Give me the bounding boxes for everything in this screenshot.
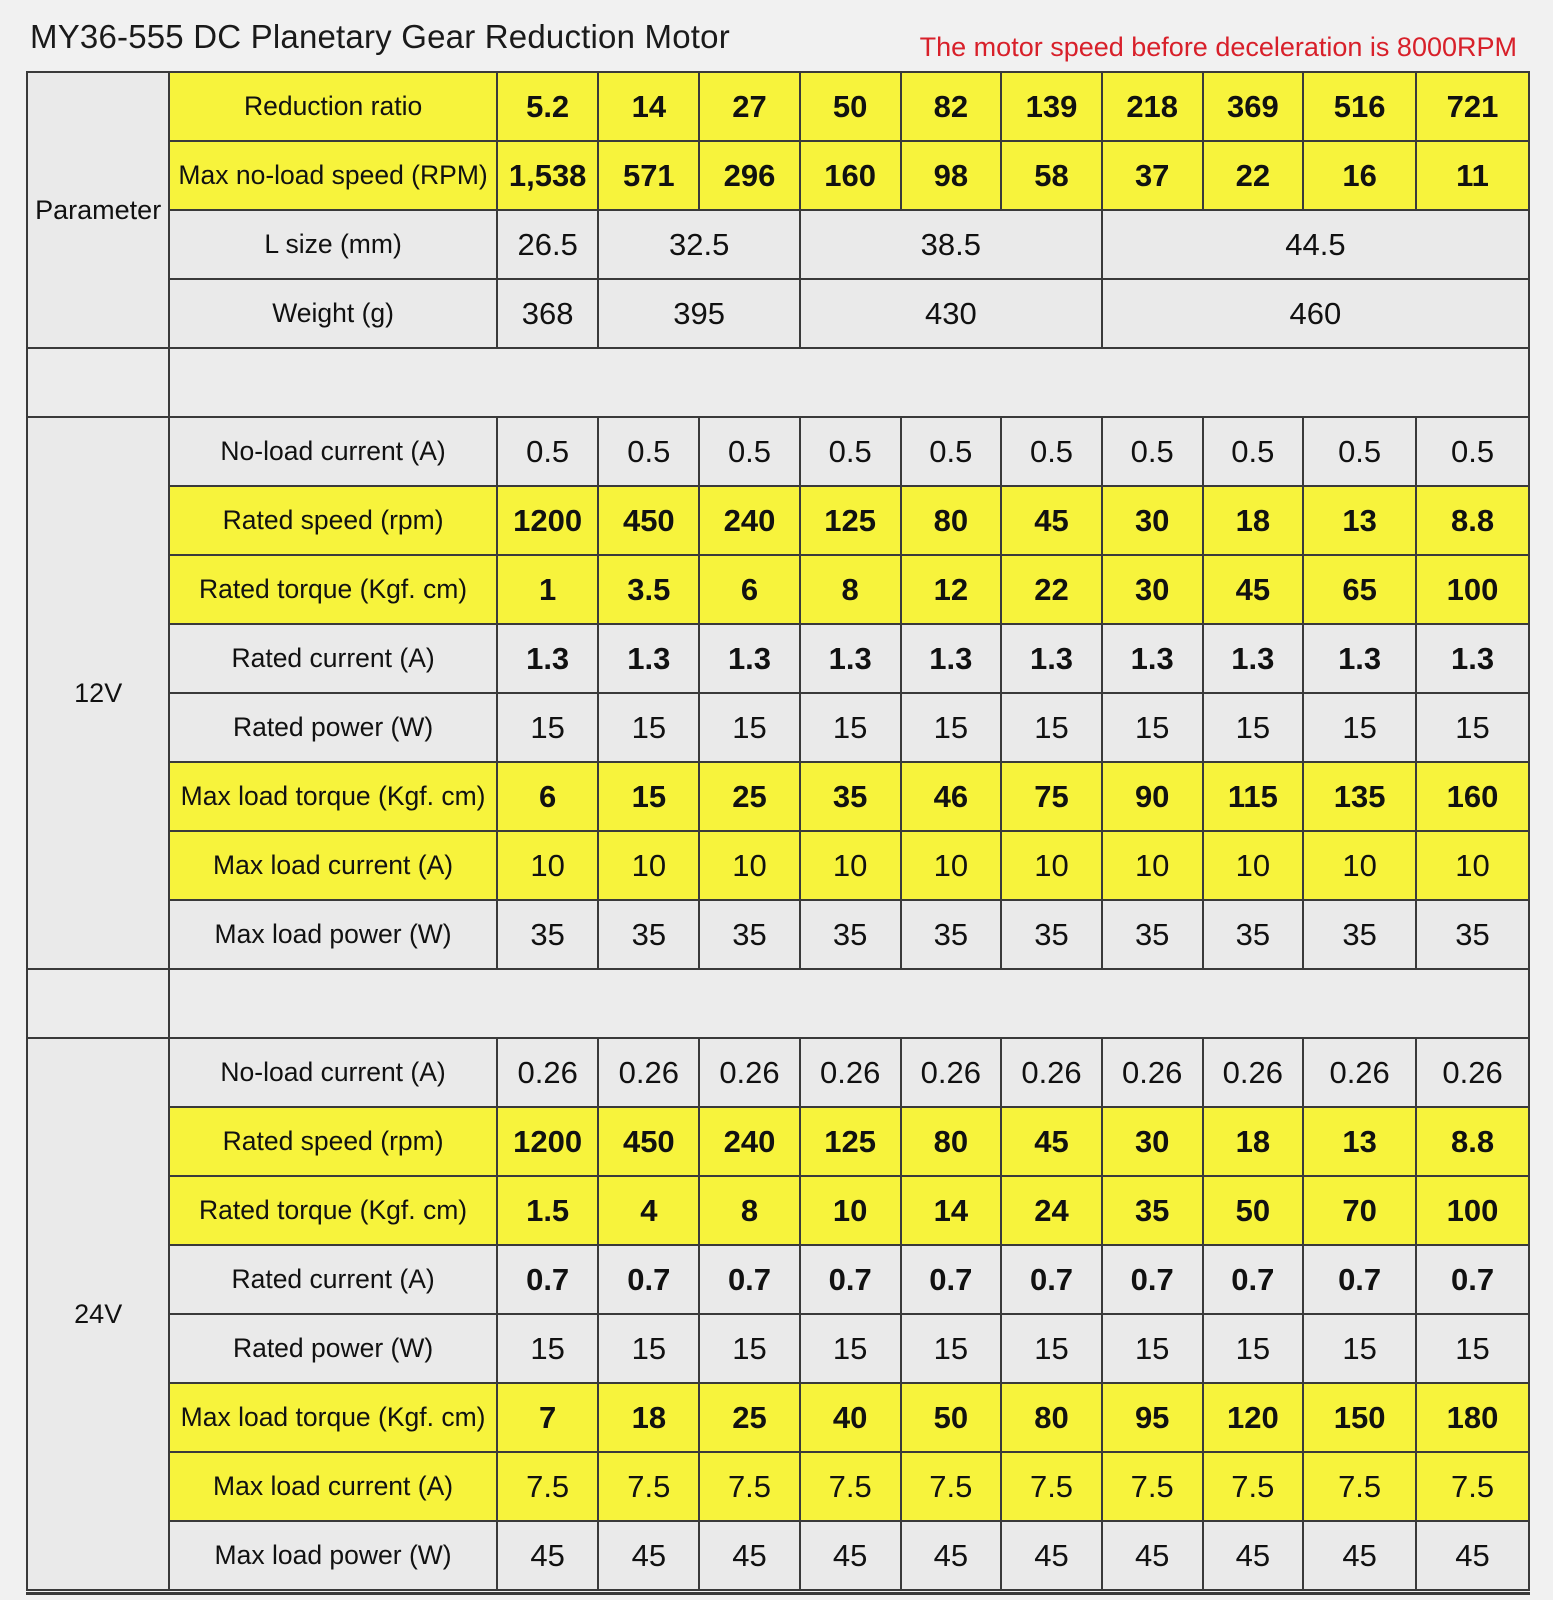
table-cell: 7.5 — [497, 1452, 599, 1521]
table-cell: 8.8 — [1416, 1107, 1529, 1176]
table-cell: 80 — [1001, 1383, 1102, 1452]
table-cell: 35 — [1303, 900, 1416, 969]
table-row — [27, 1521, 1529, 1590]
table-cell: 7.5 — [1303, 1452, 1416, 1521]
table-cell: 0.26 — [901, 1038, 1002, 1107]
table-cell: 80 — [901, 1107, 1002, 1176]
row-label: L size (mm) — [169, 210, 496, 279]
table-cell: 10 — [1203, 831, 1304, 900]
table-cell: 135 — [1303, 762, 1416, 831]
table-cell: 15 — [1303, 1314, 1416, 1383]
table-cell: 160 — [1416, 762, 1529, 831]
table-cell: 125 — [800, 486, 901, 555]
row-label: No-load current (A) — [169, 1038, 496, 1107]
table-cell: 24 — [1001, 1176, 1102, 1245]
table-row — [27, 1245, 1529, 1314]
table-row — [27, 1452, 1529, 1521]
table-row — [27, 555, 1529, 624]
table-cell: 15 — [800, 693, 901, 762]
row-label: Max load current (A) — [169, 1452, 496, 1521]
table-cell: 10 — [800, 1176, 901, 1245]
table-cell: 45 — [1416, 1521, 1529, 1590]
table-cell: 50 — [1203, 1176, 1304, 1245]
table-cell: 0.26 — [1001, 1038, 1102, 1107]
table-cell: 35 — [1001, 900, 1102, 969]
table-cell: 10 — [1102, 831, 1203, 900]
table-cell: 6 — [699, 555, 800, 624]
table-cell: 75 — [1001, 762, 1102, 831]
parameter-label: Parameter — [27, 72, 169, 348]
table-cell: 45 — [1102, 1521, 1203, 1590]
row-label: Rated power (W) — [169, 1314, 496, 1383]
table-cell: 1,538 — [497, 141, 599, 210]
table-row — [27, 762, 1529, 831]
table-cell: 35 — [497, 900, 599, 969]
table-cell: 7.5 — [901, 1452, 1002, 1521]
table-cell: 40 — [800, 1383, 901, 1452]
table-row — [27, 693, 1529, 762]
table-cell: 15 — [1416, 1314, 1529, 1383]
table-cell: 45 — [1303, 1521, 1416, 1590]
table-cell: 35 — [598, 900, 699, 969]
spacer-cell — [169, 969, 1529, 1038]
table-cell: 10 — [800, 831, 901, 900]
table-row — [27, 1314, 1529, 1383]
table-cell: 0.5 — [1001, 417, 1102, 486]
table-cell: 35 — [699, 900, 800, 969]
table-cell: 82 — [901, 72, 1002, 141]
table-cell: 0.5 — [598, 417, 699, 486]
table-cell: 26.5 — [497, 210, 599, 279]
table-cell: 10 — [1303, 831, 1416, 900]
table-cell: 45 — [1001, 486, 1102, 555]
table-cell: 15 — [1416, 693, 1529, 762]
table-cell: 70 — [1303, 1176, 1416, 1245]
table-cell: 30 — [1102, 1107, 1203, 1176]
row-label: Reduction ratio — [169, 72, 496, 141]
table-cell: 296 — [699, 141, 800, 210]
row-label: Max load current (A) — [169, 831, 496, 900]
table-cell: 10 — [1001, 831, 1102, 900]
table-cell: 368 — [497, 279, 599, 348]
table-cell: 0.5 — [1416, 417, 1529, 486]
voltage-label: 24V — [27, 1038, 169, 1590]
table-cell: 0.7 — [1303, 1245, 1416, 1314]
table-cell: 125 — [800, 1107, 901, 1176]
table-cell: 5.2 — [497, 72, 599, 141]
table-cell: 38.5 — [800, 210, 1102, 279]
table-cell: 50 — [901, 1383, 1002, 1452]
table-cell: 1.3 — [1102, 624, 1203, 693]
row-label: Rated current (A) — [169, 624, 496, 693]
table-cell: 25 — [699, 1383, 800, 1452]
table-cell: 0.7 — [1416, 1245, 1529, 1314]
table-cell: 0.7 — [699, 1245, 800, 1314]
table-row — [27, 624, 1529, 693]
table-cell: 721 — [1416, 72, 1529, 141]
table-cell: 15 — [1203, 693, 1304, 762]
table-cell: 45 — [800, 1521, 901, 1590]
table-cell: 46 — [901, 762, 1002, 831]
table-cell: 7.5 — [800, 1452, 901, 1521]
table-cell: 98 — [901, 141, 1002, 210]
table-cell: 35 — [800, 900, 901, 969]
table-row — [27, 486, 1529, 555]
row-label: Rated speed (rpm) — [169, 1107, 496, 1176]
divider — [26, 1592, 1530, 1595]
table-cell: 45 — [1203, 555, 1304, 624]
table-cell: 0.5 — [699, 417, 800, 486]
table-row — [27, 900, 1529, 969]
table-cell: 100 — [1416, 555, 1529, 624]
row-label: Rated torque (Kgf. cm) — [169, 1176, 496, 1245]
table-cell: 45 — [901, 1521, 1002, 1590]
table-cell: 0.26 — [1102, 1038, 1203, 1107]
table-cell: 7.5 — [1203, 1452, 1304, 1521]
table-cell: 0.5 — [1102, 417, 1203, 486]
table-cell: 15 — [1001, 1314, 1102, 1383]
table-cell: 10 — [598, 831, 699, 900]
table-cell: 25 — [699, 762, 800, 831]
table-cell: 45 — [1001, 1521, 1102, 1590]
table-cell: 0.26 — [699, 1038, 800, 1107]
table-cell: 50 — [800, 72, 901, 141]
table-cell: 1.3 — [800, 624, 901, 693]
table-cell: 7.5 — [1001, 1452, 1102, 1521]
table-cell: 15 — [1001, 693, 1102, 762]
table-cell: 45 — [598, 1521, 699, 1590]
table-cell: 44.5 — [1102, 210, 1529, 279]
table-cell: 14 — [598, 72, 699, 141]
row-label: Max load power (W) — [169, 900, 496, 969]
row-label: Rated torque (Kgf. cm) — [169, 555, 496, 624]
table-cell: 240 — [699, 486, 800, 555]
table-cell: 8 — [699, 1176, 800, 1245]
table-cell: 0.5 — [1203, 417, 1304, 486]
table-cell: 22 — [1001, 555, 1102, 624]
spacer-cell — [169, 348, 1529, 417]
table-cell: 15 — [598, 762, 699, 831]
table-cell: 516 — [1303, 72, 1416, 141]
table-cell: 15 — [1102, 693, 1203, 762]
table-row — [27, 1107, 1529, 1176]
table-cell: 1.3 — [1303, 624, 1416, 693]
table-cell: 218 — [1102, 72, 1203, 141]
table-cell: 1.3 — [1001, 624, 1102, 693]
table-cell: 12 — [901, 555, 1002, 624]
spacer-cell — [27, 348, 169, 417]
table-cell: 15 — [1203, 1314, 1304, 1383]
row-label: Max no-load speed (RPM) — [169, 141, 496, 210]
table-row — [27, 1383, 1529, 1452]
table-row — [27, 1038, 1529, 1107]
table-cell: 0.5 — [497, 417, 599, 486]
table-cell: 139 — [1001, 72, 1102, 141]
table-row-reduction-ratio — [27, 72, 1529, 141]
table-cell: 1.3 — [598, 624, 699, 693]
row-label: Max load torque (Kgf. cm) — [169, 1383, 496, 1452]
table-cell: 35 — [1203, 900, 1304, 969]
table-row-max-noload-speed — [27, 141, 1529, 210]
table-cell: 0.7 — [598, 1245, 699, 1314]
table-cell: 15 — [800, 1314, 901, 1383]
table-cell: 7.5 — [699, 1452, 800, 1521]
voltage-label: 12V — [27, 417, 169, 969]
table-cell: 0.5 — [800, 417, 901, 486]
row-label: Rated power (W) — [169, 693, 496, 762]
table-cell: 45 — [497, 1521, 599, 1590]
table-cell: 160 — [800, 141, 901, 210]
table-cell: 13 — [1303, 1107, 1416, 1176]
table-cell: 15 — [1303, 693, 1416, 762]
table-cell: 369 — [1203, 72, 1304, 141]
table-cell: 37 — [1102, 141, 1203, 210]
spacer-row — [27, 969, 1529, 1038]
spacer-row — [27, 348, 1529, 417]
table-cell: 1200 — [497, 1107, 599, 1176]
table-row — [27, 831, 1529, 900]
table-cell: 1 — [497, 555, 599, 624]
table-cell: 0.26 — [598, 1038, 699, 1107]
table-cell: 35 — [1416, 900, 1529, 969]
table-cell: 35 — [901, 900, 1002, 969]
table-cell: 0.26 — [1203, 1038, 1304, 1107]
table-cell: 45 — [1203, 1521, 1304, 1590]
table-cell: 4 — [598, 1176, 699, 1245]
table-cell: 10 — [699, 831, 800, 900]
table-cell: 0.26 — [1416, 1038, 1529, 1107]
row-label: Rated current (A) — [169, 1245, 496, 1314]
table-cell: 460 — [1102, 279, 1529, 348]
table-cell: 100 — [1416, 1176, 1529, 1245]
table-cell: 6 — [497, 762, 599, 831]
table-cell: 45 — [1001, 1107, 1102, 1176]
row-label: Rated speed (rpm) — [169, 486, 496, 555]
table-cell: 7.5 — [598, 1452, 699, 1521]
table-cell: 0.7 — [1203, 1245, 1304, 1314]
table-cell: 15 — [497, 1314, 599, 1383]
table-cell: 0.26 — [1303, 1038, 1416, 1107]
table-cell: 80 — [901, 486, 1002, 555]
table-cell: 1.3 — [1203, 624, 1304, 693]
spec-table — [26, 71, 1530, 1591]
table-cell: 430 — [800, 279, 1102, 348]
table-cell: 18 — [1203, 1107, 1304, 1176]
table-cell: 0.7 — [800, 1245, 901, 1314]
table-cell: 571 — [598, 141, 699, 210]
table-cell: 14 — [901, 1176, 1002, 1245]
table-cell: 0.26 — [497, 1038, 599, 1107]
table-cell: 0.7 — [1102, 1245, 1203, 1314]
table-cell: 90 — [1102, 762, 1203, 831]
table-cell: 18 — [1203, 486, 1304, 555]
table-cell: 15 — [699, 1314, 800, 1383]
table-cell: 35 — [1102, 900, 1203, 969]
table-cell: 395 — [598, 279, 799, 348]
table-cell: 1.5 — [497, 1176, 599, 1245]
table-cell: 11 — [1416, 141, 1529, 210]
table-cell: 1.3 — [699, 624, 800, 693]
table-cell: 1.3 — [1416, 624, 1529, 693]
row-label: Weight (g) — [169, 279, 496, 348]
table-cell: 450 — [598, 1107, 699, 1176]
table-cell: 0.5 — [1303, 417, 1416, 486]
table-cell: 240 — [699, 1107, 800, 1176]
speed-note: The motor speed before deceleration is 8000RPM — [919, 32, 1517, 62]
table-row-l-size — [27, 210, 1529, 279]
table-cell: 32.5 — [598, 210, 799, 279]
table-cell: 95 — [1102, 1383, 1203, 1452]
table-cell: 120 — [1203, 1383, 1304, 1452]
table-cell: 1.3 — [901, 624, 1002, 693]
table-cell: 10 — [901, 831, 1002, 900]
table-cell: 35 — [800, 762, 901, 831]
table-cell: 16 — [1303, 141, 1416, 210]
table-cell: 7 — [497, 1383, 599, 1452]
table-cell: 1.3 — [497, 624, 599, 693]
page-title: MY36-555 DC Planetary Gear Reduction Motor — [30, 18, 730, 55]
table-cell: 15 — [1102, 1314, 1203, 1383]
table-cell: 22 — [1203, 141, 1304, 210]
table-cell: 0.7 — [497, 1245, 599, 1314]
table-cell: 1200 — [497, 486, 599, 555]
table-cell: 18 — [598, 1383, 699, 1452]
table-cell: 3.5 — [598, 555, 699, 624]
table-cell: 180 — [1416, 1383, 1529, 1452]
table-row — [27, 1176, 1529, 1245]
table-cell: 15 — [598, 1314, 699, 1383]
table-cell: 13 — [1303, 486, 1416, 555]
table-cell: 35 — [1102, 1176, 1203, 1245]
table-cell: 0.26 — [800, 1038, 901, 1107]
table-cell: 450 — [598, 486, 699, 555]
table-cell: 45 — [699, 1521, 800, 1590]
row-label: Max load torque (Kgf. cm) — [169, 762, 496, 831]
table-cell: 58 — [1001, 141, 1102, 210]
table-cell: 8 — [800, 555, 901, 624]
table-cell: 7.5 — [1102, 1452, 1203, 1521]
table-cell: 30 — [1102, 555, 1203, 624]
row-label: No-load current (A) — [169, 417, 496, 486]
table-cell: 7.5 — [1416, 1452, 1529, 1521]
table-cell: 150 — [1303, 1383, 1416, 1452]
table-cell: 27 — [699, 72, 800, 141]
table-cell: 0.5 — [901, 417, 1002, 486]
table-row — [27, 417, 1529, 486]
table-cell: 15 — [699, 693, 800, 762]
table-cell: 30 — [1102, 486, 1203, 555]
table-row-weight — [27, 279, 1529, 348]
table-cell: 10 — [1416, 831, 1529, 900]
row-label: Max load power (W) — [169, 1521, 496, 1590]
table-cell: 15 — [497, 693, 599, 762]
table-cell: 0.7 — [1001, 1245, 1102, 1314]
table-cell: 115 — [1203, 762, 1304, 831]
table-cell: 8.8 — [1416, 486, 1529, 555]
table-cell: 65 — [1303, 555, 1416, 624]
spacer-cell — [27, 969, 169, 1038]
table-cell: 15 — [901, 693, 1002, 762]
table-cell: 10 — [497, 831, 599, 900]
table-cell: 15 — [598, 693, 699, 762]
table-cell: 15 — [901, 1314, 1002, 1383]
table-cell: 0.7 — [901, 1245, 1002, 1314]
